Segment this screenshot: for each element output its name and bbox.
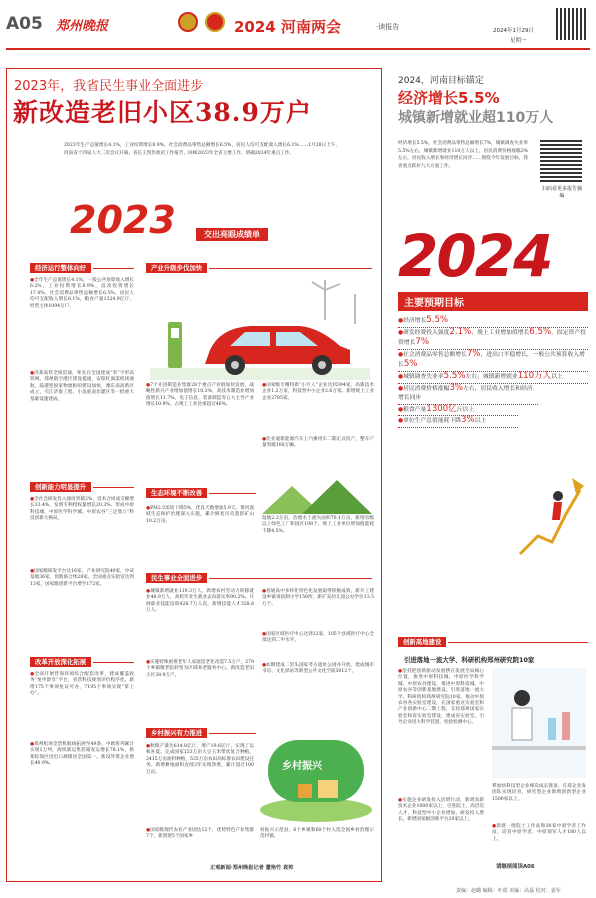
section-ecology-header	[146, 488, 256, 498]
innovation-para-1: ●全社会研发投入强度突破2%，技术合同成交额增长33.4%，发明专利授权量增长20.3%。形成中原科技城、中原医学科学城、中原农谷“三足鼎立”科技创新大格局。	[30, 497, 135, 522]
rural-para-2: ●国家级现代农业产业园达12个，优势特色产业集群7个，新创建5个国家乡	[146, 828, 254, 840]
rural-para-1: ●秋粮产量达614.8亿斤，增产19.6亿斤，实现了以秋补夏。完成国家153万亩大豆玉米带状复合种植，2415万亩油料种植，535万亩农田高标准农田建设任务。新增耕地面积连续3年实现净增，累计超过100万亩。	[146, 744, 254, 775]
section-innov-header	[398, 637, 588, 647]
section-welfare-title: 民生事业全面进步	[146, 573, 207, 583]
byline: 正观新闻·郑州晚报记者 董艳竹 袁帅	[210, 865, 294, 871]
section-economy-header	[30, 263, 134, 273]
rural-badge: 乡村振兴	[282, 761, 322, 772]
issue-weekday: 星期一	[510, 38, 527, 44]
goal-item: ●居民消费价格涨幅3%左右，居民收入增长和经济增长同步	[398, 384, 538, 405]
rural-para-3: 村振兴示范县，6个乡镇和60个村入选全国乡村治理示范村镇。	[260, 828, 374, 840]
goal-item: ●粮食产量1300亿斤以上	[398, 405, 518, 417]
right-kicker: 2024，河南目标锚定	[398, 76, 484, 86]
section-industry-title: 产业升级步伐加快	[146, 263, 207, 273]
emblem-icon	[178, 12, 198, 32]
goal-item: ●经济增长5.5%	[398, 316, 588, 328]
continue-link[interactable]: 请继续阅读A06	[496, 864, 535, 870]
qr-caption: 扫码看更多报告摘编	[541, 186, 582, 199]
left-headline: 新改造老旧小区38.9万户	[13, 98, 312, 127]
ecology-illustration	[262, 478, 372, 516]
goal-item: ●城镇调查失业率5.5%左右，城镇新增就业110万人以上	[398, 372, 588, 384]
qr-code-icon[interactable]	[556, 8, 588, 40]
section-welfare-header	[146, 573, 372, 583]
industry-para-3: ●比亚迪新能源汽车上汽乘用车二期正式投产，整车产量突破100万辆。	[262, 437, 374, 449]
section-reform-title: 改革开放深化拓展	[30, 657, 91, 667]
industry-para-1: ●7个先进制造业集群28个重点产业链加快发展，战略性新兴产业增加值增长10.3%，高技术制造业增加值增长11.7%，电子信息、装备制造等五大主导产业增长10.9%，占规上工业比重超过46%。	[146, 383, 254, 408]
paper-name: 郑州晚报	[56, 19, 109, 34]
industry-para-2: ●国家级专精特新“小巨人”企业达到394家，高新技术企业1.2万家，科技型中小企业2.6万家。新增规上工业企业2785家。	[262, 383, 374, 401]
ecology-para-2: 湿地2.3万亩，治理水土流失面积70.1万亩。新增省级以上绿色工厂和园区198个，规上工业单位增加值能耗下降4.5%。	[262, 516, 374, 534]
issue-date: 2024年1月29日	[493, 28, 534, 34]
innov-headline: 引进落地一流大学、科研机构郑州研究院10家	[404, 656, 535, 664]
page-number: A05	[6, 14, 43, 34]
economy-para-2: ●济郑高铁全线贯通，率先在全国建成“米”字形高铁网。郑州航空港区建设提速，安阳红旗渠机场通航，陆港型国家物流枢纽建设加快，豫东南高新区成立，引江济淮工程、小浪底南岸灌区等一批重大基础设施建成。	[30, 371, 134, 402]
right-headline-2: 城镇新增就业超110万人	[398, 110, 554, 126]
column-title: 2024 河南两会	[234, 18, 341, 36]
ecology-para-1: ●PM2.5浓度下降5%，优良天数增加5.9天。黄河流域生态保护治理深入实施，累计修复历史遗留矿山10.2万亩，	[146, 506, 254, 524]
left-kicker: 2023年，我省民生事业全面进步	[14, 79, 204, 94]
economy-para-1: ●全年生产总值增长4.1%，一般公共预算收入增长6.2%，工业投资增长8.9%，技改投资增长17.4%，社会消费品零售总额增长6.5%，居民人均可支配收入增长6.1%，粮食产量1324.9亿斤，经营主体1094万户。	[30, 278, 134, 309]
welfare-para-2: ●实施特殊困难老年人家庭适老化改造7.5万户，279个乡镇敬老院转型为区域养老服务中心。新改造老旧小区38.9万户。	[146, 660, 254, 678]
goal-item: ●社会消费品零售总额增长7%，进出口平稳增长，一般公共预算收入增长5%	[398, 350, 588, 372]
year-2023: 2023	[70, 198, 176, 242]
goals-list	[398, 316, 588, 428]
section-innovation-header	[30, 482, 134, 492]
footer-credits: 责编：赵璐 编辑：叶霞 美编：高磊 校对：姜军	[456, 888, 561, 894]
section-innov-title: 创新高地建设	[398, 637, 446, 647]
scientist-illustration	[492, 668, 586, 778]
section-economy-title: 经济运行整体向好	[30, 263, 91, 273]
year-2024: 2024	[398, 222, 552, 290]
section-reform-header	[30, 657, 134, 667]
welfare-para-1: ●城镇新增就业119.3万人，新增农村劳动力转移就业48.9万人，高校毕业生就业去向落实率90.2%。开展职业技能培训428.7万人次，新增技能人才328.8万人。	[146, 589, 254, 614]
welfare-para-3: ●普通高中多样化特色化发展取得积极成效，新开工建设乡镇寄宿制小学150所，新扩充幼儿园公办学位13.5万个。	[262, 589, 374, 607]
reform-para-1: ●全面开展营商环境综合配套改革，建成覆盖政务“免申即享”平台，省营科技规划评价程序化。新增175个事项免证可办，7195个事项实现“掌上办”。	[30, 672, 134, 697]
goal-item: ●单位生产总值能耗下降3%以上	[398, 416, 518, 428]
right-headline-1: 经济增长5.5%	[398, 89, 500, 107]
innov-para-1: ●坚持把创新驱动发展摆在发展全局核心位置，推进中原科技城、中原医学科学城、中原农谷建设，推进中原科技城、中原农谷等创新基地建设。引进落地一流大学、科研机构郑州研究院10家。推动中原农谷各实验室建设，在国家重点实验室和产业创新中心二期工程，支持郑州国家实验室和省实验室建设，建成省实验室，引导企业进大科学装置、检验检测中心。	[398, 669, 484, 726]
innovation-para-2: ●国家级研发平台达16家，产业研究院40家，中试基地36家，创新联合体28家。全国重点实验室达到13家，国家级创新平台增至172家。	[30, 569, 134, 587]
climbing-figure-illustration	[514, 450, 586, 560]
section-rural-title: 乡村振兴有力推进	[146, 728, 207, 738]
qr-code-icon[interactable]	[540, 140, 582, 182]
left-intro: 2023年生产总值增长4.1%，工业投资增长8.9%，社会消费品零售总额增长6.5%，居民人均可支配收入增长6.1%……1月28日上午，河南省十四届人大二次会议开幕。省长王凯作政府工作报告，回顾2023年全省主要工作，明确2024年重点工作。	[64, 143, 340, 156]
reform-para-2: ●郑州机场全货机航线拓展至49条，中欧班列累计实现1万列，海铁联运集装箱发运增长78.1%，新郑综保区进出口规模居全国第一。新设外资企业增长40.9%。	[30, 742, 134, 767]
goal-item: ●研发经费投入强度2.1%，规上工业增加值增长6.5%，固定资产投资增长7%	[398, 328, 588, 350]
rural-revitalization-illustration	[258, 732, 374, 822]
section-rural-header	[146, 728, 256, 738]
innov-para-2: ●实施企业研发投入倍增行动，新增高新技术企业1000家以上，引进院士、高层次人才，科技型中小企业增加，研发投入增长。新增国家级创新平台20家以上。	[398, 798, 484, 823]
welfare-para-4: ●国家区域医疗中心达到12家，105个县域医疗中心全部达到二甲水平。	[262, 632, 374, 644]
section-innovation-title: 创新能力明显提升	[30, 482, 91, 492]
emblem-icon	[205, 12, 225, 32]
innov-para-4: ●新建一批院士工作站和30家中原学者工作站，培育中原学者、中原领军人才180人以上。	[492, 824, 586, 842]
header-rule	[6, 48, 590, 50]
right-intro: 经济增长5.5%，社会消费品零售总额增长7%，城镇调查失业率5.5%左右，城镇新增就业110万人以上，居民消费价格涨幅3%左右，居民收入增长和经济增长同步……围绕今年发展目标，我省重点抓好九大方面工作。	[398, 141, 528, 169]
innov-para-3: 系加快科技型企业梯次成长链条，在郑企业发团队实现培育，研究型企业新增创新型企业1500家以上。	[492, 784, 586, 802]
new-energy-car-illustration	[150, 280, 370, 380]
welfare-para-5: ●如期建成二里头国家考古遗址公园并开放，建成城市书房、文化驿站等新型公共文化空间3012个。	[262, 663, 374, 675]
section-ecology-title: 生态环境不断改善	[146, 488, 207, 498]
column-sub: ·读报告	[376, 23, 400, 31]
year-2023-tag: 交出亮眼成绩单	[196, 228, 268, 241]
goals-title: 主要预期目标	[398, 292, 588, 311]
section-industry-header	[146, 263, 372, 273]
